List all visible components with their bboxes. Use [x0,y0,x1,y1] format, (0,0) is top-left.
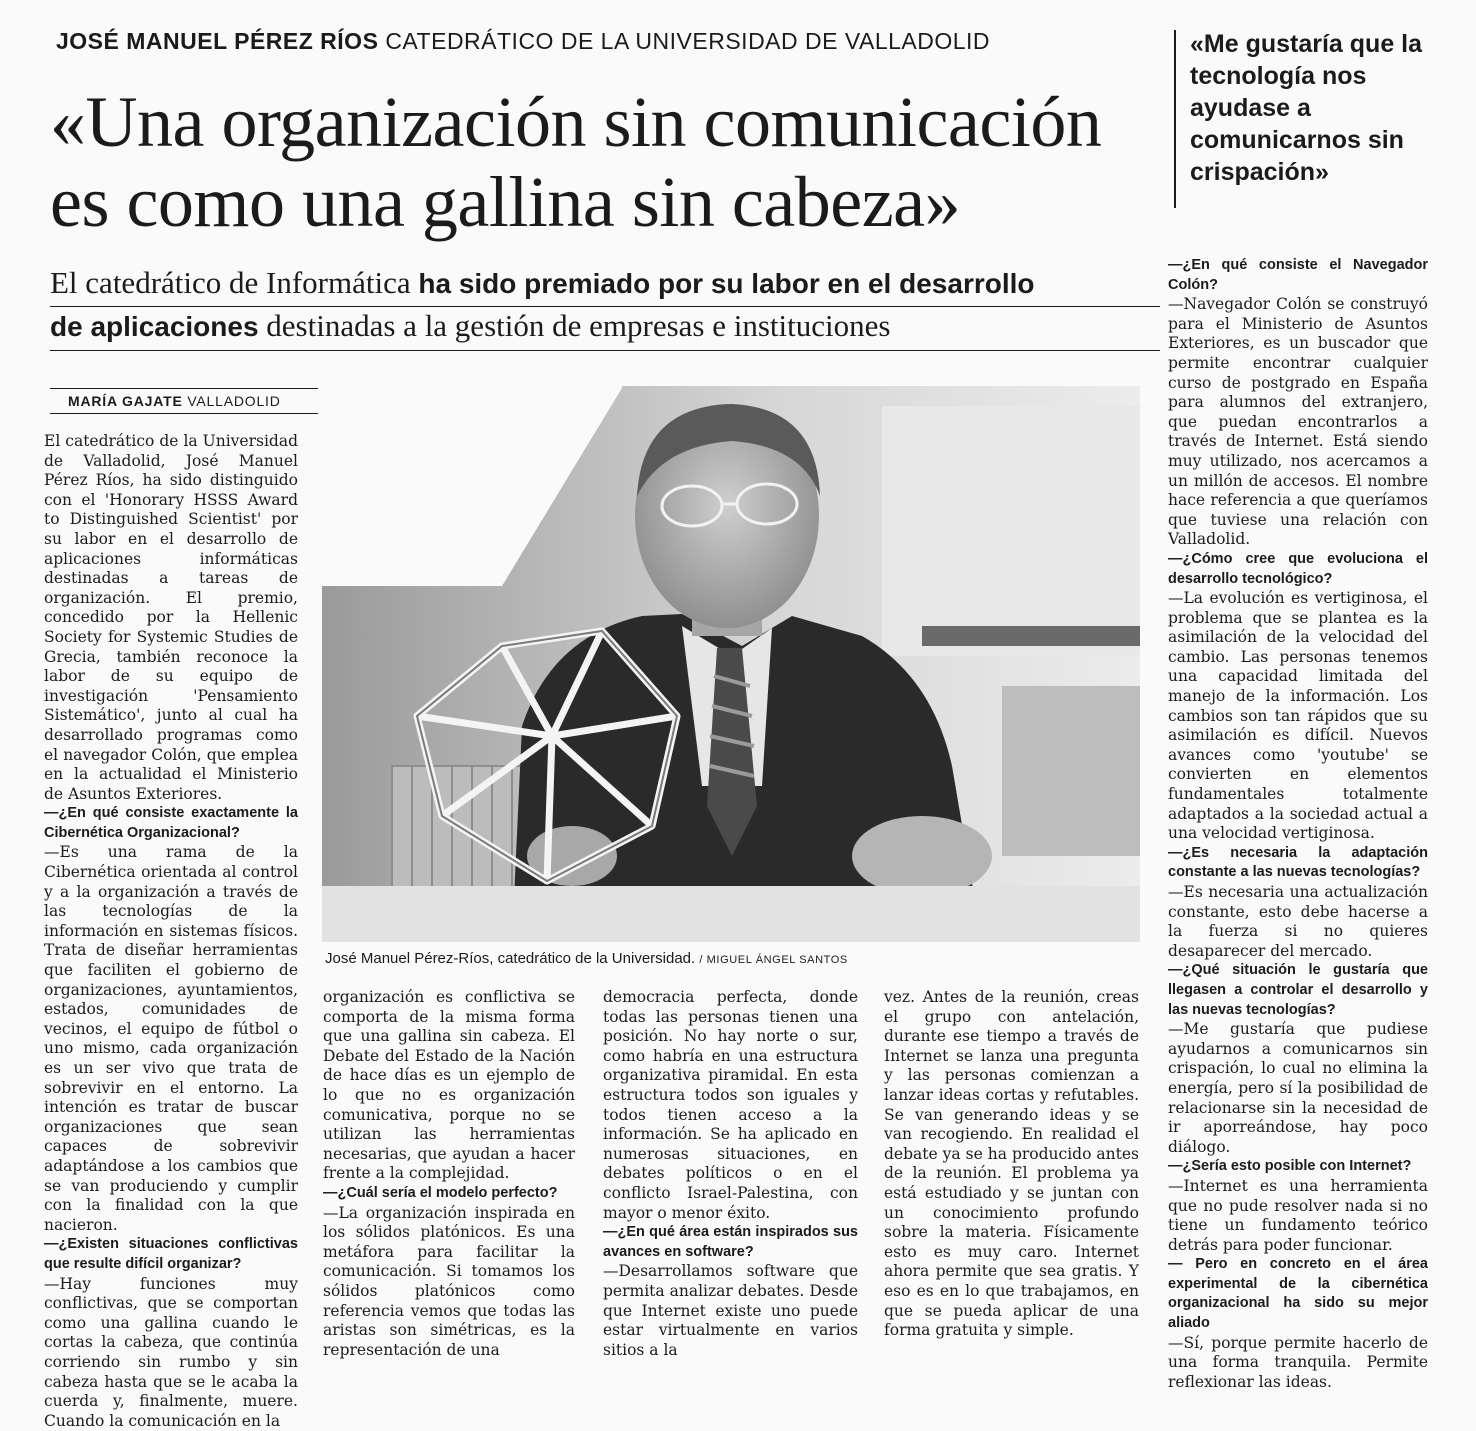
question: — Pero en concreto en el área experimental de la cibernética organizacional ha sido su mejor aliado [1168,1256,1428,1332]
deck-text: El catedrático de Informática [50,265,419,300]
deck-line-2 [50,305,1160,348]
column-1 [44,432,298,1431]
photo-credit: / MIGUEL ÁNGEL SANTOS [699,954,848,966]
answer: —La evolución es vertiginosa, el problema que se plantea es la asimilación de la velocidad del cambio. Las personas tenemos una capacidad limitada del manejo de la información. Los cambios son tan rápidos que su asimilación es difícil. Nuevos avances como 'youtube' se convierten en elementos fundamentales totalmente adaptados a la sociedad actual a una velocidad vertiginosa. [1168,589,1428,843]
answer: —Me gustaría que pudiese ayudarnos a comunicarnos sin crispación, lo cual no elimina la energía, pero sí la posibilidad de relacionarse sin la necesidad de ir aporreándose, hay poco diálogo. [1168,1020,1428,1156]
question: —¿En qué consiste el Navegador Colón? [1168,257,1428,293]
column-3 [603,988,858,1360]
pullquote-line: ayudase a [1190,94,1311,122]
answer: vez. Antes de la reunión, creas el grupo con antelación, durante ese tiempo a través de Internet se lanza una pregunta y las personas comienzan a lanzar ideas cortas y refutables. Se van generando ideas y se van recogiendo. En realidad el debate ya se ha producido antes de la reunión. El problema ya está estudiado y se juntan con un conocimiento profundo sobre la materia. Físicamente esto es muy caro. Internet ahora permite que sea gratis. Y eso es en lo que trabajamos, en que se pueda aplicar de una forma gratuita y simple. [884,988,1139,1340]
deck-divider [50,350,1160,351]
pullquote-line: tecnología nos [1190,62,1367,90]
intro-paragraph: El catedrático de la Universidad de Valladolid, José Manuel Pérez Ríos, ha sido distinguido con el 'Honorary HSSS Award to Distinguished Scientist' por su labor en el desarrollo de aplicaciones informáticas destinadas a tareas de organización. El premio, concedido por la Hellenic Society for Systemic Studies de Grecia, también reconoce la labor de su equipo de investigación 'Pensamiento Sistemático', junto al cual ha desarrollado programas como el navegador Colón, que emplea en la actualidad el Ministerio de Asuntos Exteriores. [44,432,298,803]
deck-bold: de aplicaciones [50,311,259,342]
answer: organización es conflictiva se comporta de la misma forma que una gallina sin cabeza. El Debate del Estado de la Nación de hace días es un ejemplo de lo que no es organización comunicativa, porque no se utilizan las herramientas necesarias, que ayudan a hacer frente a la complejidad. [323,988,575,1183]
kicker [56,28,990,55]
answer: —Es necesaria una actualización constante, esto debe hacerse a la fuerza si no quieres desaparecer del mercado. [1168,883,1428,960]
deck-text: destinadas a la gestión de empresas e instituciones [258,308,891,343]
pullquote [1190,28,1460,188]
byline [50,388,318,414]
question: —¿En qué consiste exactamente la Cibernética Organizacional? [44,805,298,841]
kicker-name: JOSÉ MANUEL PÉREZ RÍOS [56,28,379,54]
answer: —Es una rama de la Cibernética orientada al control y a la organización a través de las tecnologías de la información en sistemas físicos. Trata de diseñar herramientas que faciliten el gobierno de organizaciones, ayuntamientos, estados, comunidades de vecinos, el equipo de fútbol o uno mismo, cada organización es un ser vivo que trata de sobrevivir en el entorno. La intención es tratar de buscar organizaciones que sean capaces de sobrevivir adaptándose a los cambios que se van produciendo y cumplir con la finalidad con la que nacieron. [44,843,298,1234]
byline-name: MARÍA GAJATE [68,393,183,409]
question: —¿Cuál sería el modelo perfecto? [323,1184,558,1201]
pullquote-rule [1174,30,1176,208]
question: —¿Cómo cree que evoluciona el desarrollo tecnológico? [1168,550,1428,587]
answer: —La organización inspirada en los sólidos platónicos. Es una metáfora para facilitar la comunicación. Si tomamos los sólidos platónicos como referencia vemos que todas las aristas son simétricas, es la representación de una [323,1203,575,1359]
question: —¿Es necesaria la adaptación constante a las nuevas tecnologías? [1168,844,1428,881]
photo-caption [325,950,848,967]
deck [50,262,1160,348]
pullquote-line: comunicarnos sin [1190,126,1404,154]
column-5 [1168,256,1428,1392]
question: —¿Qué situación le gustaría que llegasen a controlar el desarrollo y las nuevas tecnologías? [1168,962,1428,1018]
byline-place: VALLADOLID [187,393,281,409]
answer: —Desarrollamos software que permita analizar debates. Desde que Internet existe uno puede estar virtualmente en varios sitios a la [603,1262,858,1359]
answer: democracia perfecta, donde todas las personas tienen una posición. No hay norte o sur, como habría en una estructura organizativa piramidal. En esta estructura todos son iguales y todos tienen acceso a la información. Se ha aplicado en numerosas situaciones, en debates políticos o en el conflicto Israel-Palestina, con mayor o menor éxito. [603,988,858,1222]
question: —¿En qué área están inspirados sus avances en software? [603,1224,858,1260]
deck-divider [50,306,1160,307]
answer: —Sí, porque permite hacerlo de una forma tranquila. Permite reflexionar las ideas. [1168,1333,1428,1391]
question: —¿Existen situaciones conflictivas que resulte difícil organizar? [44,1236,298,1272]
headline [50,82,1170,242]
kicker-role: CATEDRÁTICO DE LA UNIVERSIDAD DE VALLADOLID [385,28,991,54]
headline-line-1: «Una organización sin comunicación [50,82,1102,162]
pullquote-line: «Me gustaría que la [1190,30,1423,58]
pullquote-line: crispación» [1190,158,1329,186]
column-4 [884,988,1139,1341]
column-2 [323,988,575,1360]
answer: —Hay funciones muy conflictivas, que se comportan como una gallina cuando le cortas la cabeza, que continúa corriendo sin rumbo y sin cabeza hasta que se le acaba la cuerda y, finalmente, muere. Cuando la comunicación en la [44,1274,298,1430]
deck-line-1 [50,262,1160,305]
headline-line-2: es como una gallina sin cabeza» [50,162,961,242]
deck-bold: ha sido premiado por su labor en el desarrollo [418,268,1035,299]
answer: —Navegador Colón se construyó para el Ministerio de Asuntos Exteriores, es un buscador que permite encontrar cualquier curso de postgrado en España para alumnos del extranjero, que puedan encontrarlos a través de Internet. Está siendo muy utilizado, nos acercamos a un millón de accesos. El nombre hace referencia a que queríamos que tuviese una relación con Valladolid. [1168,295,1428,549]
portrait-photo [322,386,1140,942]
caption-text: José Manuel Pérez-Ríos, catedrático de la Universidad. [325,950,696,967]
question: —¿Sería esto posible con Internet? [1168,1158,1412,1175]
answer: —Internet es una herramienta que no pude resolver nada si no tiene un fundamento teórico detrás para poder funcionar. [1168,1176,1428,1254]
